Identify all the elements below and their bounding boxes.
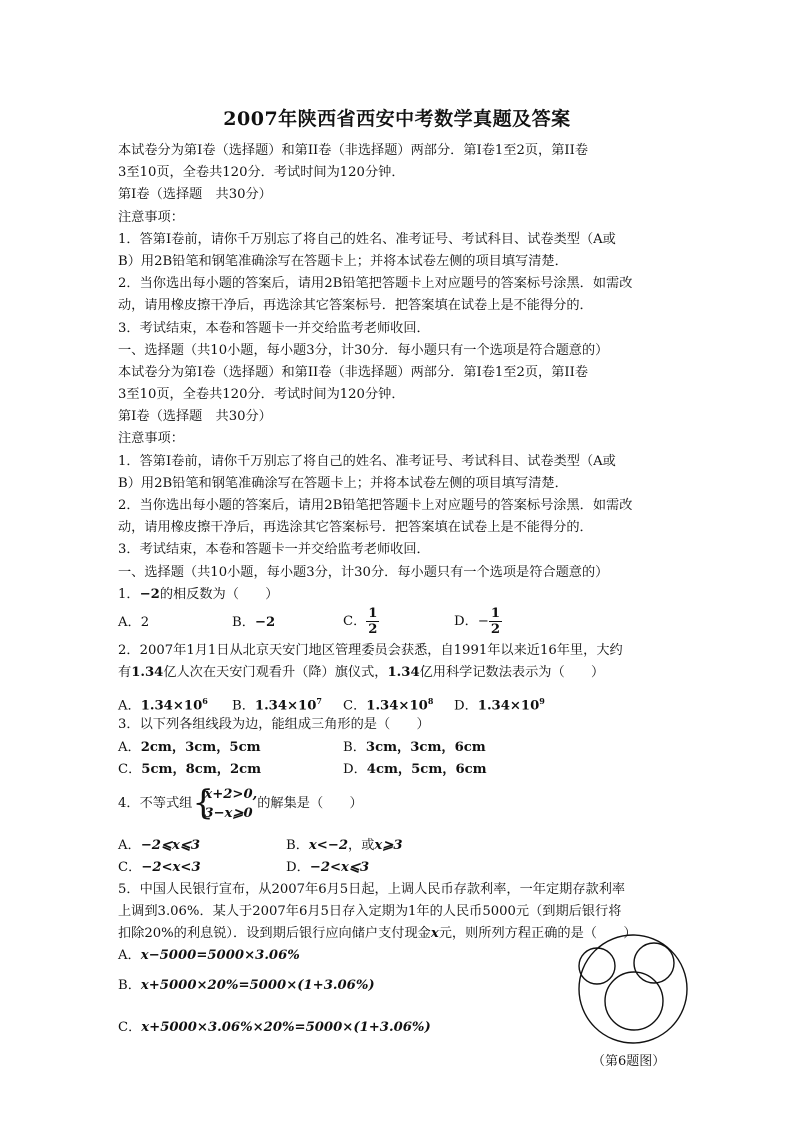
- option-a-label: A．: [118, 948, 141, 964]
- option-a-exponent: 6: [202, 696, 208, 707]
- section-heading-repeat: 第I卷（选择题 共30分）: [118, 409, 272, 425]
- notice-1a-repeat: 1．答第I卷前，请你千万别忘了将自己的姓名、准考证号、考试科目、试卷类型（A或: [118, 453, 616, 469]
- question-6-figure: [576, 934, 690, 1044]
- question-4-option-c: [118, 857, 201, 879]
- option-c-label: C．: [118, 761, 142, 777]
- option-c-label: C．: [118, 1020, 142, 1036]
- notice-1b-repeat: B）用2B铅笔和钢笔准确涂写在答题卡上；并将本试卷左侧的项目填写清楚．: [118, 475, 568, 491]
- option-d-base: 1.34×10: [477, 698, 540, 714]
- option-b-label: B．: [343, 739, 366, 755]
- question-5-line-1: 5．中国人民银行宣布，从2007年6月5日起，上调人民币存款利率，一年定期存款利率: [118, 881, 626, 897]
- option-b-exponent: 7: [316, 696, 322, 707]
- option-b-value: x+5000×20%=5000×(1+3.06%): [140, 978, 375, 994]
- question-3-options-row-1: [118, 737, 678, 759]
- question-1-stem: [118, 584, 678, 606]
- fraction-denominator: 2: [490, 621, 500, 637]
- option-c-value: x+5000×3.06%×20%=5000×(1+3.06%): [141, 1020, 431, 1036]
- q2-number-2: 1.34: [387, 665, 420, 681]
- option-b-label: B．: [286, 837, 309, 853]
- option-c-value: 5cm，8cm，2cm: [141, 761, 262, 777]
- option-a-value: 2cm，3cm，5cm: [140, 739, 261, 755]
- question-1-option-b: [232, 612, 275, 634]
- q5-variable: x: [430, 925, 439, 941]
- option-c-exponent: 8: [427, 696, 434, 707]
- option-d-value: −2<x⩽3: [309, 859, 370, 875]
- option-b-value-2: x⩾3: [374, 837, 403, 853]
- question-1-option-d: [454, 606, 502, 637]
- question-2-option-c: [343, 690, 433, 718]
- option-d-label: D．: [454, 698, 478, 714]
- part-heading: 一、选择题（共10小题，每小题3分，计30分．每小题只有一个选项是符合题意的）: [118, 342, 609, 358]
- option-b-value-1: x<−2: [308, 837, 349, 853]
- intro-repeat-line-1: 本试卷分为第I卷（选择题）和第II卷（非选择题）两部分．第I卷1至2页，第II卷: [118, 364, 589, 380]
- question-5-line-2: 上调到3.06%．某人于2007年6月5日存入定期为1年的人民币5000元（到期后银行将: [118, 903, 622, 919]
- question-1-number: 1．: [118, 586, 140, 602]
- fraction-one-half-neg: [489, 606, 502, 637]
- question-1-expression: −2: [139, 586, 160, 602]
- question-4-stem: [118, 783, 678, 835]
- question-3-option-c: [118, 759, 261, 781]
- option-c-label: C．: [118, 859, 142, 875]
- question-3-option-a: [118, 737, 261, 759]
- small-circle-right: [634, 943, 674, 983]
- notice-2a: 2．当你选出每小题的答案后，请用2B铅笔把答题卡上对应题号的答案标号涂黑．如需改: [118, 276, 633, 292]
- question-1-options: [118, 606, 678, 640]
- option-b-label: B．: [232, 614, 255, 630]
- question-2-line-2: [118, 662, 678, 684]
- q4-text-post: 的解集是（ ）: [257, 795, 363, 811]
- notice-2a-repeat: 2．当你选出每小题的答案后，请用2B铅笔把答题卡上对应题号的答案标号涂黑．如需改: [118, 498, 633, 513]
- question-1-option-c: [343, 606, 379, 637]
- question-4-option-b: [286, 835, 403, 857]
- option-c-value: −2<x<3: [141, 859, 201, 875]
- notice-3: 3．考试结束，本卷和答题卡一并交给监考老师收回．: [118, 320, 430, 336]
- fraction-numerator: 1: [368, 605, 378, 621]
- option-c-base: 1.34×10: [366, 698, 428, 714]
- notice-2b-repeat: 动，请用橡皮擦干净后，再选涂其它答案标号．把答案填在试卷上是不能得分的．: [118, 520, 593, 536]
- option-a-label: A．: [118, 698, 141, 714]
- fraction-numerator: 1: [490, 605, 500, 621]
- part-heading-repeat: 一、选择题（共10小题，每小题3分，计30分．每小题只有一个选项是符合题意的）: [118, 564, 609, 580]
- option-a-value: −2⩽x⩽3: [140, 837, 201, 853]
- question-4-options-row-1: [118, 835, 678, 857]
- option-a-value: x−5000=5000×3.06%: [140, 948, 300, 964]
- notice-1a: 1．答第I卷前，请你千万别忘了将自己的姓名、准考证号、考试科目、试卷类型（A或: [118, 231, 616, 247]
- question-3-options-row-2: [118, 759, 678, 783]
- option-b-label: B．: [118, 978, 141, 994]
- section-heading: 第I卷（选择题 共30分）: [118, 187, 272, 203]
- option-d-value: 4cm，5cm，6cm: [366, 761, 487, 777]
- question-1-stem-tail: 的相反数为（ ）: [159, 586, 279, 602]
- option-c-label: C．: [343, 698, 367, 714]
- fraction-one-half: [366, 606, 379, 637]
- option-b-value: 3cm，3cm，6cm: [365, 739, 486, 755]
- notice-3-repeat: 3．考试结束，本卷和答题卡一并交给监考老师收回．: [118, 542, 430, 558]
- question-3-option-d: [343, 759, 487, 781]
- q2-number-1: 1.34: [131, 665, 164, 681]
- question-2-option-a: [118, 690, 208, 718]
- notice-1b: B）用2B铅笔和钢笔准确涂写在答题卡上；并将本试卷左侧的项目填写清楚．: [118, 253, 568, 269]
- question-2-option-b: [232, 690, 322, 718]
- option-d-label: D．: [286, 859, 310, 875]
- page-title: 2007年陕西省西安中考数学真题及答案: [223, 108, 571, 130]
- option-a-label: A．: [118, 739, 141, 755]
- question-4-options-row-2: [118, 857, 678, 879]
- left-brace-icon: {: [192, 782, 214, 823]
- option-d-exponent: 9: [539, 696, 545, 707]
- notice-title-repeat: 注意事项：: [118, 431, 184, 447]
- q5-text-pre: 扣除20%的利息锐）．设到期后银行应向储户支付现金: [118, 925, 431, 941]
- question-4-option-a: [118, 835, 200, 857]
- inequality-row-2: 3−x⩾0: [204, 805, 253, 821]
- option-a-label: A．: [118, 837, 141, 853]
- question-4-option-d: [286, 857, 369, 879]
- question-2-line-1: 2．2007年1月1日从北京天安门地区管理委员会获悉，自1991年以来近16年里，大约: [118, 642, 623, 658]
- q2-text-post: 亿用科学记数法表示为（ ）: [419, 665, 605, 681]
- intro-repeat-line-2: 3至10页，全卷共120分．考试时间为120分钟．: [118, 387, 405, 403]
- q5-text-post: 元，则所列方程正确的是（ ）: [438, 925, 637, 941]
- figure-caption: （第6题图）: [592, 1054, 666, 1069]
- intro-line-1: 本试卷分为第I卷（选择题）和第II卷（非选择题）两部分．第I卷1至2页，第II卷: [118, 143, 589, 158]
- option-b-label: B．: [232, 698, 255, 714]
- option-d-label: D．−: [454, 613, 489, 629]
- option-b-base: 1.34×10: [254, 698, 317, 714]
- q4-text-pre: 4．不等式组: [118, 795, 193, 811]
- question-3-stem: 3．以下列各组线段为边，能组成三角形的是（ ）: [118, 717, 430, 733]
- question-3-option-b: [343, 737, 486, 759]
- question-2-options: [118, 684, 678, 714]
- inequality-row-1: x+2>0,: [204, 786, 258, 802]
- option-b-value: −2: [254, 614, 276, 630]
- option-d-label: D．: [343, 761, 367, 777]
- fraction-denominator: 2: [368, 621, 378, 637]
- inequality-system: [192, 782, 258, 823]
- q2-text-pre: 有: [118, 665, 132, 681]
- middle-circle: [605, 972, 663, 1030]
- notice-2b: 动，请用橡皮擦干净后，再选涂其它答案标号．把答案填在试卷上是不能得分的．: [118, 298, 593, 314]
- option-b-or: ，或: [348, 837, 375, 853]
- q2-text-mid: 亿人次在天安门观看升（降）旗仪式，: [163, 665, 388, 681]
- intro-line-2: 3至10页，全卷共120分．考试时间为120分钟．: [118, 165, 405, 181]
- exam-body: [118, 140, 678, 1039]
- option-a-base: 1.34×10: [140, 698, 203, 714]
- question-2-option-d: [454, 690, 545, 718]
- option-c-label: C．: [343, 613, 367, 629]
- question-1-option-a: A．2: [118, 614, 150, 630]
- notice-title: 注意事项：: [118, 209, 184, 225]
